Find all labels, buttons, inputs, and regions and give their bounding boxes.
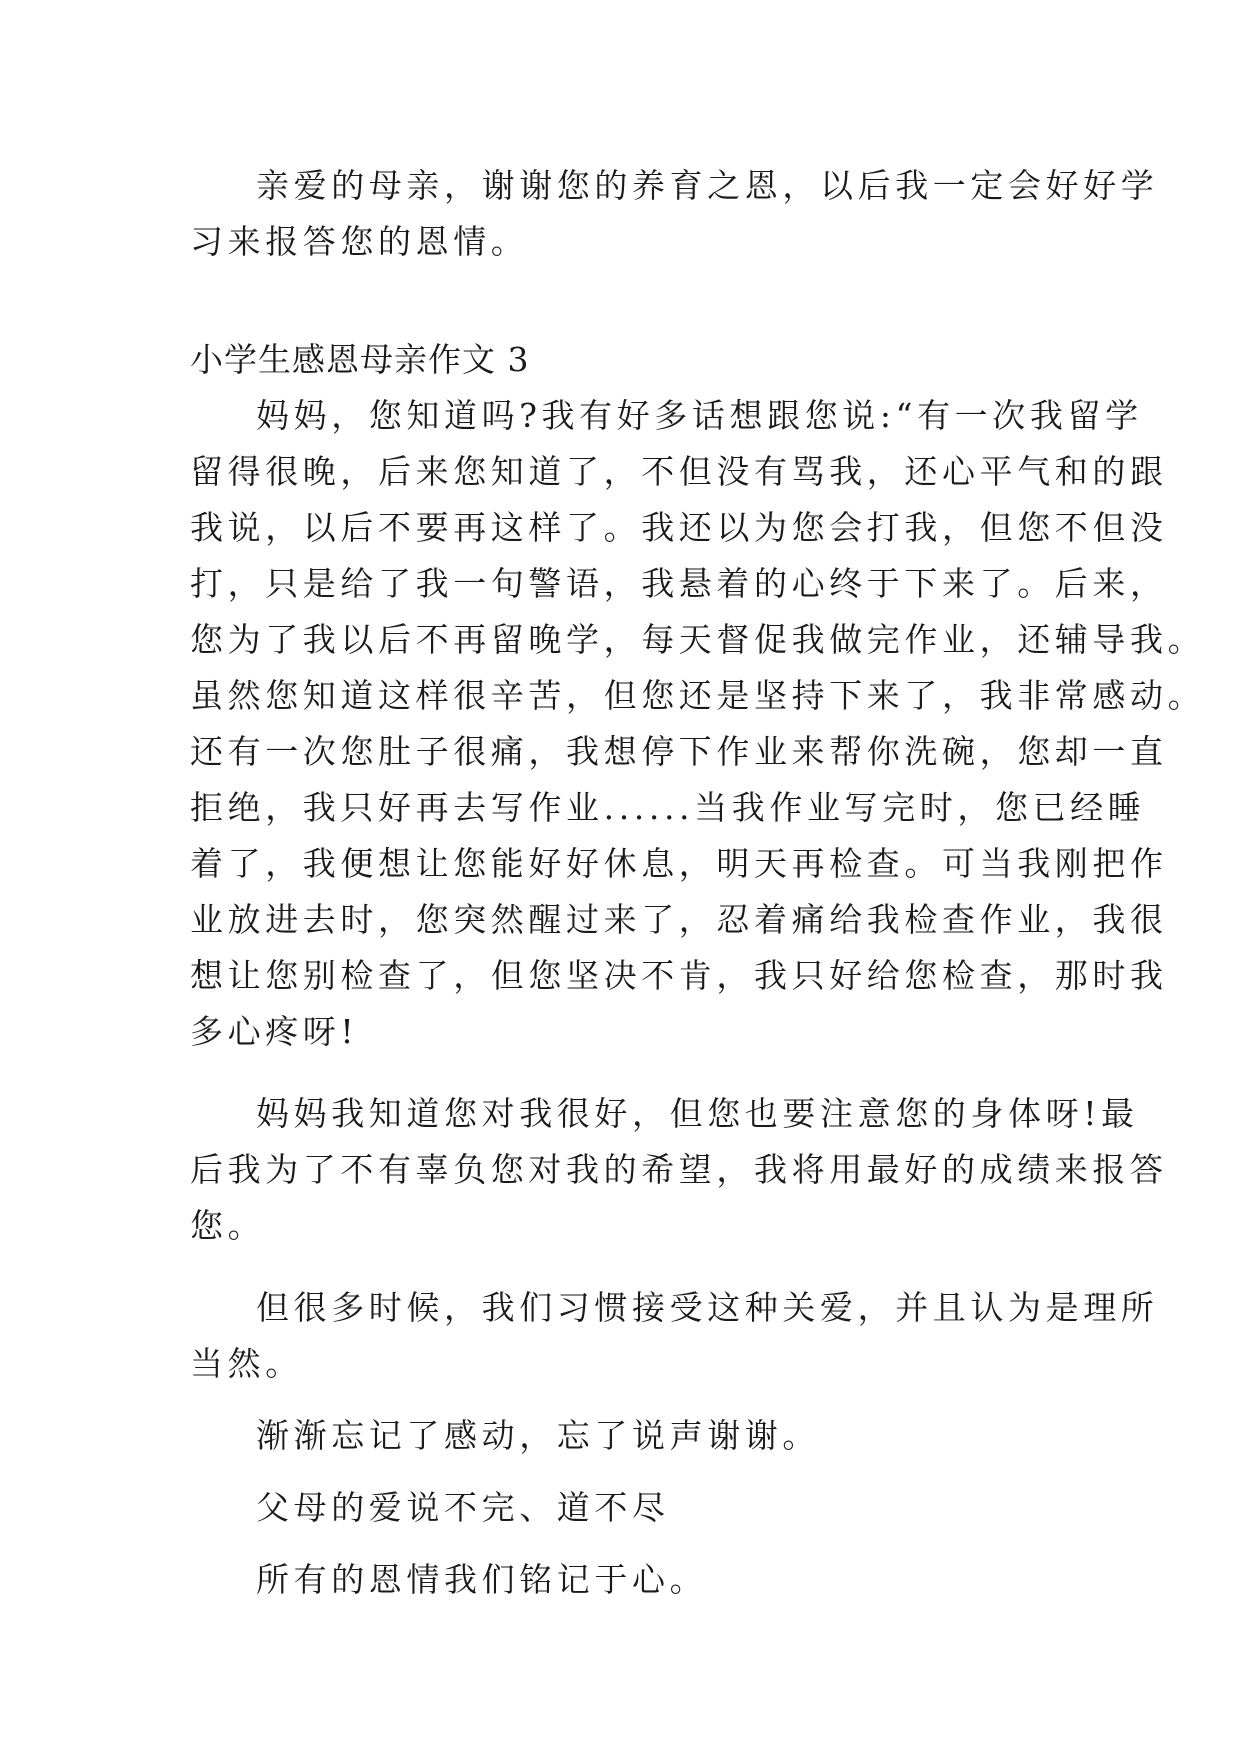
paragraph-1-line-3: 我说，以后不要再这样了。我还以为您会打我，但您不但没 <box>190 508 1168 547</box>
paragraph-1-line-5: 您为了我以后不再留晚学，每天督促我做完作业，还辅导我。 <box>190 620 1206 659</box>
paragraph-1-line-2: 留得很晚，后来您知道了，不但没有骂我，还心平气和的跟 <box>190 452 1168 491</box>
paragraph-3-line-2: 当然。 <box>190 1344 303 1383</box>
paragraph-6-line-1: 所有的恩情我们铭记于心。 <box>256 1560 708 1599</box>
paragraph-5-line-1: 父母的爱说不完、道不尽 <box>256 1488 670 1527</box>
paragraph-1-line-1: 妈妈，您知道吗?我有好多话想跟您说:“有一次我留学 <box>256 396 1143 435</box>
paragraph-1-line-11: 想让您别检查了，但您坚决不肯，我只好给您检查，那时我 <box>190 956 1168 995</box>
paragraph-4-line-1: 渐渐忘记了感动，忘了说声谢谢。 <box>256 1416 820 1455</box>
paragraph-3-line-1: 但很多时候，我们习惯接受这种关爱，并且认为是理所 <box>256 1288 1159 1327</box>
paragraph-1-line-4: 打，只是给了我一句警语，我悬着的心终于下来了。后来， <box>190 564 1168 603</box>
paragraph-1-line-7: 还有一次您肚子很痛，我想停下作业来帮你洗碗，您却一直 <box>190 732 1168 771</box>
paragraph-2-line-3: 您。 <box>190 1206 266 1245</box>
paragraph-2-line-1: 妈妈我知道您对我很好，但您也要注意您的身体呀!最 <box>256 1094 1139 1133</box>
intro-line-1: 亲爱的母亲，谢谢您的养育之恩，以后我一定会好好学 <box>256 166 1159 205</box>
paragraph-1-line-6: 虽然您知道这样很辛苦，但您还是坚持下来了，我非常感动。 <box>190 676 1206 715</box>
paragraph-1-line-9: 着了，我便想让您能好好休息，明天再检查。可当我刚把作 <box>190 844 1168 883</box>
paragraph-1-line-10: 业放进去时，您突然醒过来了，忍着痛给我检查作业，我很 <box>190 900 1168 939</box>
intro-line-2: 习来报答您的恩情。 <box>190 222 529 261</box>
paragraph-1-line-12: 多心疼呀! <box>190 1012 359 1051</box>
paragraph-1-line-8: 拒绝，我只好再去写作业......当我作业写完时，您已经睡 <box>190 788 1146 827</box>
paragraph-2-line-2: 后我为了不有辜负您对我的希望，我将用最好的成绩来报答 <box>190 1150 1168 1189</box>
section-title: 小学生感恩母亲作文 3 <box>190 340 530 379</box>
